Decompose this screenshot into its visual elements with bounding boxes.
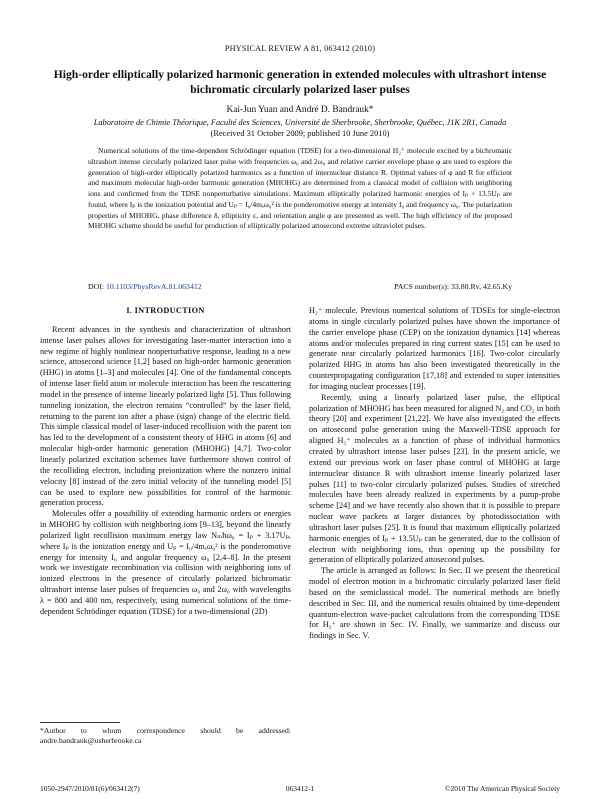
paragraph: Recent advances in the synthesis and characterization of ultrashort intense laser pulses allows for investigating laser-matter interaction into a new regime of highly nonlinear nonperturbative response, leading to a new science, attosecond science [1,2] based on high-order harmonic generation (HHG) in atoms [1–3] and molecules [4]. One of the fundamental concepts of intense laser field atom or molecule interaction has been the rescattering model in the presence of intense linearly polarized light [5]. Thus following tunneling ionization, the electron remains “controlled” by the laser field, returning to the parent ion after a phase (sign) change of the electric field. This simple classical model of laser-induced recollision with the parent ion has led to the development of a consistent theory of HHG in atoms [6] and molecular high-order harmonic generation (MHOHG) [4,7]. Two-color linearly polarized excitation schemes have furthermore shown control of the recolliding electron, including preionization where the nonzero initial velocity [8] instead of the zero initial velocity of the tunneling model [5] can be used to explore new possibilities for control of the harmonic generation process. — [40, 324, 291, 508]
section-heading: I. INTRODUCTION — [126, 306, 205, 315]
doi-line — [88, 282, 512, 291]
footer-issn: 1050-2947/2010/81(6)/063412(7) — [40, 784, 140, 793]
footnote-divider — [40, 722, 120, 723]
affiliation: Laboratoire de Chimie Théorique, Faculté des Sciences, Université de Sherbrooke, Sherbrooke, Québec, J1K 2R1, Canada — [93, 118, 507, 127]
received-date: (Received 31 October 2009; published 10 June 2010) — [210, 129, 390, 138]
footnote: *Author to whom correspondence should be addressed: andre.bandrauk@usherbrooke.ca — [40, 726, 291, 745]
paragraph: Molecules offer a possibility of extending harmonic orders or energies in MHOHG by collision with neighboring ions [9–13], beyond the linearly polarized light recollision maximum energy law Nₘħω₀ = Iₚ + 3.17Uₚ, where Iₚ is the ionization energy and Uₚ = I₀/4mₑω₀² is the ponderomotive energy for intensity I₀ and angular frequency ω₀ [2,4–8]. In the present work we investigate recombination via collision with neighboring ions of ionized electrons in the presence of circularly polarized bichromatic ultrashort intense laser pulses of frequencies ω₀ and 2ω₀ with wavelengths λ = 800 and 400 nm, respectively, using numerical solutions of the time-dependent Schrödinger equation (TDSE) for a two-dimensional (2D) — [40, 509, 291, 616]
paragraph: The article is arranged as follows: In Sec. II we present the theoretical model of electron motion in a bichromatic circularly polarized laser field based on the semiclassical model. The numerical methods are briefly described in Sec. III, and the numerical results obtained by time-dependent quantum-electron wave-packet calculations from the corresponding TDSE for H₂⁺ are shown in Sec. IV. Finally, we summarize and discuss our findings in Sec. V. — [309, 566, 560, 641]
right-column — [309, 306, 560, 642]
doi-label: DOI: — [88, 282, 105, 291]
paragraph: Recently, using a linearly polarized laser pulse, the elliptical polarization of MHOHG has been measured for aligned N₂ and CO₂ in both theory [20] and experiment [21,22]. We have also investigated the effects on attosecond pulse generation using the Maxwell-TDSE approach for aligned H₂⁺ molecules as a function of phase of individual harmonics created by ultrashort intense laser pulses [23]. In the present article, we extend our previous work on laser phase control of MHOHG at large internuclear distance R with ultrashort intense linearly polarized laser pulses [11] to two-color circularly polarized pulses. Studies of stretched molecules have been already realized in experiments by a pump-probe scheme [24] and we have recently also shown that it is possible to prepare nuclear wave packets at larger distances by photodissociation with ultrashort laser pulses [25]. It is found that maximum elliptically polarized harmonic energies of Iₚ + 13.5Uₚ can be generated, due to the collision of electron with neighboring ions, thus opening up the possibility for generation of elliptically polarized attosecond pulses. — [309, 392, 560, 565]
copyright: ©2010 The American Physical Society — [444, 784, 560, 793]
pacs-numbers: PACS number(s): 33.80.Rv, 42.65.Ky — [394, 282, 512, 291]
doi-link[interactable]: 10.1103/PhysRevA.81.063412 — [105, 282, 202, 291]
journal-header: PHYSICAL REVIEW A 81, 063412 (2010) — [224, 44, 376, 53]
paper-title: High-order elliptically polarized harmonic generation in extended molecules with ultrashort intense bichromatic circularly polarized laser pulses — [53, 68, 547, 96]
left-column — [40, 306, 291, 618]
page-number: 063412-1 — [285, 784, 315, 793]
author-list: Kai-Jun Yuan and André D. Bandrauk* — [226, 105, 374, 115]
paragraph: H₂⁺ molecule. Previous numerical solutions of TDSEs for single-electron atoms in single circularly polarized pulses have shown the importance of the carrier envelope phase (CEP) on the ionization dynamics [14] whereas atoms and/or molecules prepared in ring current states [15] can be used to generate near circularly polarized harmonics [16]. Two-color circularly polarized HHG in atoms has also been investigated theoretically in the counterpropagating configuration [17,18] and extended to super intensities for imaging nuclear processes [19]. — [309, 306, 560, 391]
abstract: Numerical solutions of the time-dependent Schrödinger equation (TDSE) for a two-dimensional H₂⁺ molecule excited by a bichromatic ultrashort intense circularly polarized laser pulse with frequencies ω₀ and 2ω₀ and relative carrier envelope phase φ are used to explore the generation of high-order elliptically polarized harmonics as a function of internuclear distance R. Optimal values of φ and R for efficient and maximum molecular high-order harmonic generation (MHOHG) are determined from a classical model of collision with neighboring ions and confirmed from the TDSE nonperturbative simulations. Maximum elliptically polarized harmonic energies of Iₚ + 13.5Uₚ are found, where Iₚ is the ionization potential and Uₚ = I₀/4mₑω₀² is the ponderomotive energy at intensity I₀ and frequency ω₀. The polarization properties of MHOHG, phase difference δ, ellipticity ε, and orientation angle φ are presented as well. The high efficiency of the proposed MHOHG scheme should be useful for production of elliptically polarized attosecond extreme ultraviolet pulses. — [88, 146, 512, 231]
